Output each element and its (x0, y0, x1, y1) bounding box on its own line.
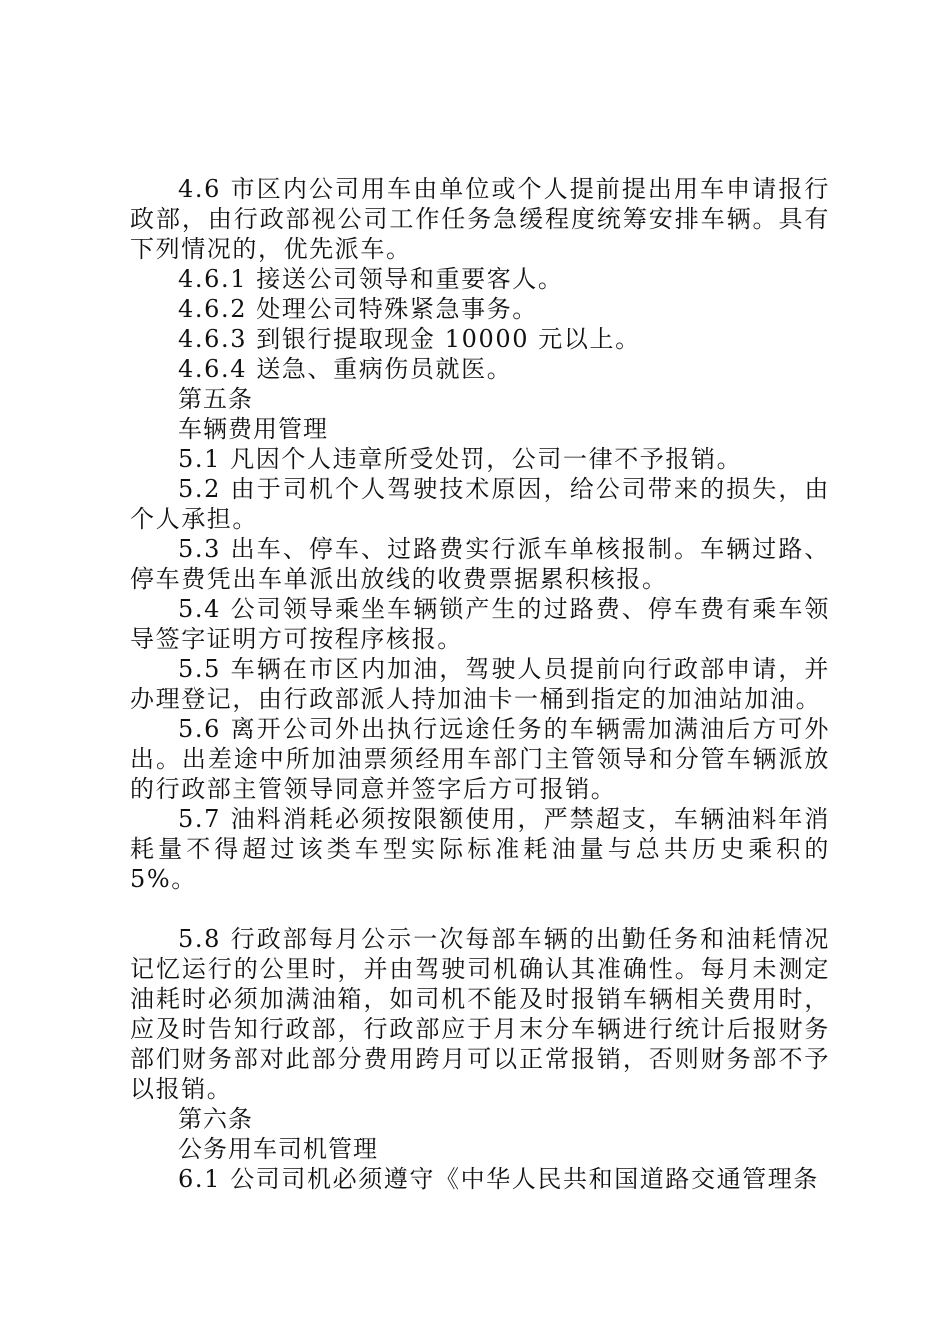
document-body (130, 174, 830, 1194)
section-title-vehicle-costs: 车辆费用管理 (178, 415, 328, 443)
blank-line (130, 894, 830, 924)
paragraph-5-3: 5.3 出车、停车、过路费实行派车单核报制。车辆过路、停车费凭出车单派出放线的收费票据累积核报。 (130, 535, 830, 593)
paragraph-4-6-3: 4.6.3 到银行提取现金 10000 元以上。 (178, 325, 641, 353)
paragraph-4-6-2: 4.6.2 处理公司特殊紧急事务。 (178, 295, 538, 323)
paragraph-5-1: 5.1 凡因个人违章所受处罚，公司一律不予报销。 (178, 445, 743, 473)
paragraph-5-2: 5.2 由于司机个人驾驶技术原因，给公司带来的损失，由个人承担。 (130, 475, 830, 533)
paragraph-6-1: 6.1 公司司机必须遵守《中华人民共和国道路交通管理条 (178, 1165, 819, 1193)
paragraph-5-8: 5.8 行政部每月公示一次每部车辆的出勤任务和油耗情况记忆运行的公里时，并由驾驶司机确认其准确性。每月未测定油耗时必须加满油箱，如司机不能及时报销车辆相关费用时，应及时告知行政部，行政部应于月末分车辆进行统计后报财务部们财务部对此部分费用跨月可以正常报销，否则财务部不予以报销。 (130, 925, 830, 1103)
paragraph-5-6: 5.6 离开公司外出执行远途任务的车辆需加满油后方可外出。出差途中所加油票须经用车部门主管领导和分管车辆派放的行政部主管领导同意并签字后方可报销。 (130, 715, 830, 803)
paragraph-5-7: 5.7 油料消耗必须按限额使用，严禁超支，车辆油料年消耗量不得超过该类车型实际标准耗油量与总共历史乘积的 5%。 (130, 805, 830, 893)
paragraph-5-4: 5.4 公司领导乘坐车辆锁产生的过路费、停车费有乘车领导签字证明方可按程序核报。 (130, 595, 830, 653)
article-heading-5: 第五条 (178, 385, 253, 413)
article-heading-6: 第六条 (178, 1105, 253, 1133)
paragraph-4-6-4: 4.6.4 送急、重病伤员就医。 (178, 355, 513, 383)
paragraph-5-5: 5.5 车辆在市区内加油，驾驶人员提前向行政部申请，并办理登记，由行政部派人持加油卡一桶到指定的加油站加油。 (130, 655, 830, 713)
paragraph-4-6-1: 4.6.1 接送公司领导和重要客人。 (178, 265, 564, 293)
section-title-driver-management: 公务用车司机管理 (178, 1135, 378, 1163)
paragraph-4-6: 4.6 市区内公司用车由单位或个人提前提出用车申请报行政部，由行政部视公司工作任务急缓程度统筹安排车辆。具有下列情况的，优先派车。 (130, 175, 830, 263)
